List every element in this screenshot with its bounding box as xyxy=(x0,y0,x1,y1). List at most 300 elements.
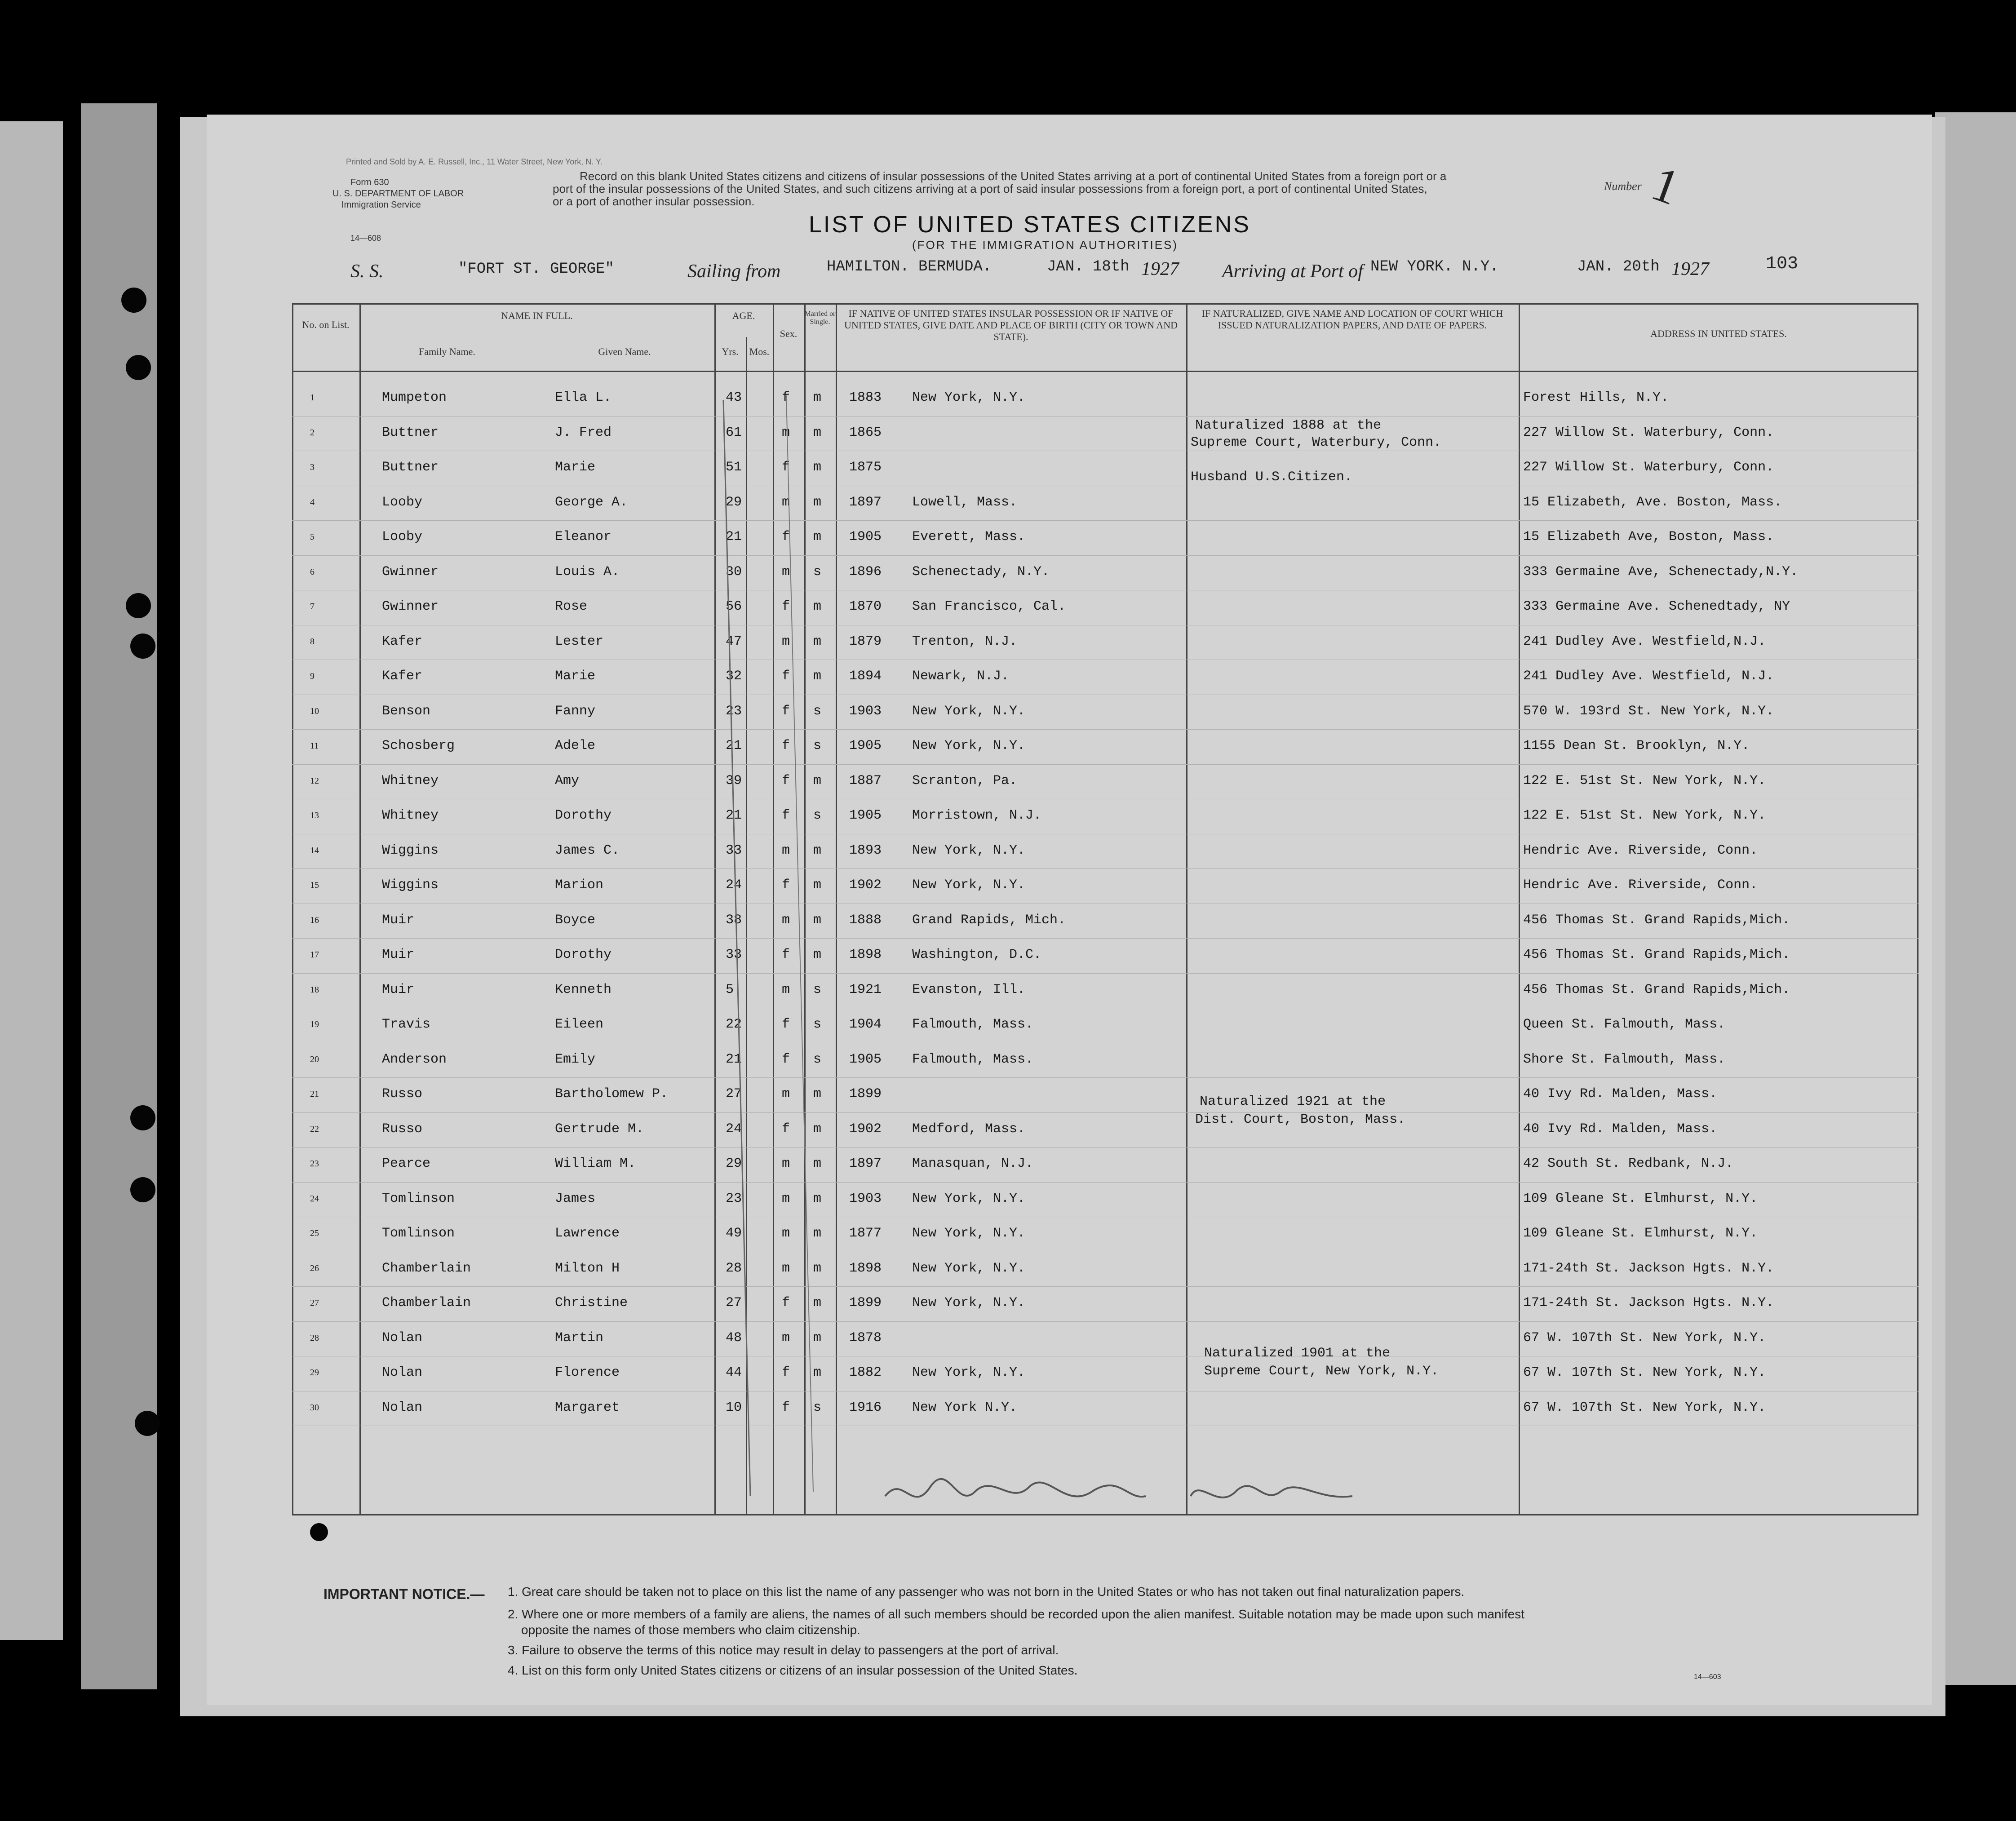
marital-status: m xyxy=(813,1365,822,1380)
col-header-yrs: Yrs. xyxy=(722,346,739,357)
table-row xyxy=(292,974,1829,1009)
table-row xyxy=(292,904,1829,939)
birth-year: 1870 xyxy=(849,599,882,614)
given-name: Lester xyxy=(555,634,604,649)
family-name: Wiggins xyxy=(382,877,439,893)
birth-year: 1882 xyxy=(849,1365,882,1380)
depart-year: 1927 xyxy=(1141,259,1179,279)
table-row xyxy=(292,939,1829,974)
marital-status: m xyxy=(813,1226,822,1241)
marital-status: m xyxy=(813,529,822,545)
given-name: Emily xyxy=(555,1051,596,1067)
row-number: 1 xyxy=(310,393,315,403)
sex: f xyxy=(782,808,790,823)
marital-status: m xyxy=(813,1295,822,1311)
sex: m xyxy=(782,1156,790,1171)
given-name: Marie xyxy=(555,460,596,475)
us-address: 40 Ivy Rd. Malden, Mass. xyxy=(1523,1121,1718,1137)
family-name: Russo xyxy=(382,1121,423,1137)
age-years: 32 xyxy=(726,669,742,684)
birth-year: 1894 xyxy=(849,669,882,684)
birth-place: New York, N.Y. xyxy=(912,1295,1026,1311)
row-rule xyxy=(292,938,1919,939)
birth-year: 1903 xyxy=(849,703,882,719)
us-address: 171-24th St. Jackson Hgts. N.Y. xyxy=(1523,1260,1774,1276)
marital-status: s xyxy=(813,703,822,719)
sex: f xyxy=(782,529,790,545)
background-page-right-edge xyxy=(1935,112,2016,1685)
table-row xyxy=(292,696,1829,730)
birth-place: New York, N.Y. xyxy=(912,842,1026,858)
row-number: 11 xyxy=(310,741,319,751)
birth-place: Schenectady, N.Y. xyxy=(912,564,1050,580)
birth-place: New York, N.Y. xyxy=(912,703,1026,719)
instruction-line-3: or a port of another insular possession. xyxy=(553,195,755,208)
row-rule xyxy=(292,555,1919,556)
row-number: 10 xyxy=(310,706,319,716)
sex: m xyxy=(782,425,790,440)
marital-status: s xyxy=(813,564,822,580)
us-address: Hendric Ave. Riverside, Conn. xyxy=(1523,877,1758,893)
form-title: LIST OF UNITED STATES CITIZENS xyxy=(809,212,1251,238)
sex: m xyxy=(782,634,790,649)
punch-hole xyxy=(135,1411,160,1436)
age-years: 22 xyxy=(726,1017,742,1032)
given-name: Gertrude M. xyxy=(555,1121,644,1137)
row-number: 6 xyxy=(310,567,315,577)
background-page-strip xyxy=(81,103,157,1689)
marital-status: m xyxy=(813,390,822,405)
row-rule xyxy=(292,973,1919,974)
col-header-mos: Mos. xyxy=(749,346,770,357)
row-rule xyxy=(292,1182,1919,1183)
age-years: 33 xyxy=(726,947,742,962)
marital-status: m xyxy=(813,1330,822,1346)
family-name: Buttner xyxy=(382,460,439,475)
given-name: Margaret xyxy=(555,1400,620,1415)
department: U. S. DEPARTMENT OF LABOR xyxy=(332,189,464,199)
us-address: 570 W. 193rd St. New York, N.Y. xyxy=(1523,703,1774,719)
row-number: 13 xyxy=(310,811,319,820)
us-address: 333 Germaine Ave. Schenedtady, NY xyxy=(1523,599,1790,614)
marital-status: s xyxy=(813,738,822,753)
birth-place: Morristown, N.J. xyxy=(912,808,1042,823)
us-address: 456 Thomas St. Grand Rapids,Mich. xyxy=(1523,982,1790,997)
family-name: Whitney xyxy=(382,773,439,789)
row-number: 24 xyxy=(310,1193,319,1204)
table-row xyxy=(292,1357,1829,1391)
depart-date: JAN. 18th xyxy=(1047,258,1130,275)
family-name: Chamberlain xyxy=(382,1295,471,1311)
marital-status: s xyxy=(813,1051,822,1067)
number-label: Number xyxy=(1604,180,1642,193)
form-code: 14—608 xyxy=(350,234,381,243)
ship-name: "FORT ST. GEORGE" xyxy=(458,261,614,278)
number-value: 1 xyxy=(1644,155,1687,216)
given-name: J. Fred xyxy=(555,425,612,440)
birth-place: New York, N.Y. xyxy=(912,390,1026,405)
row-number: 20 xyxy=(310,1054,319,1064)
table-row xyxy=(292,1148,1829,1183)
instruction-line-2: port of the insular possessions of the United States, and such citizens arriving at a port of said insular possessions from a foreign port, a port of continental United States, xyxy=(553,182,1427,195)
marital-status: m xyxy=(813,1156,822,1171)
age-years: 27 xyxy=(726,1295,742,1311)
family-name: Nolan xyxy=(382,1365,423,1380)
us-address: 122 E. 51st St. New York, N.Y. xyxy=(1523,773,1766,789)
us-address: 1155 Dean St. Brooklyn, N.Y. xyxy=(1523,738,1750,753)
birth-year: 1898 xyxy=(849,1260,882,1276)
row-rule xyxy=(292,1321,1919,1322)
us-address: 227 Willow St. Waterbury, Conn. xyxy=(1523,460,1774,475)
table-row xyxy=(292,1287,1829,1322)
naturalization-note: Naturalized 1901 at the xyxy=(1204,1346,1391,1361)
family-name: Travis xyxy=(382,1017,431,1032)
notice-item-4: 4. List on this form only United States citizens or citizens of an insular possession of the United States. xyxy=(508,1663,1078,1677)
row-rule xyxy=(292,1286,1919,1287)
table-row xyxy=(292,521,1829,556)
us-address: 67 W. 107th St. New York, N.Y. xyxy=(1523,1365,1766,1380)
marital-status: m xyxy=(813,1086,822,1102)
sex: f xyxy=(782,669,790,684)
sex: m xyxy=(782,1226,790,1241)
row-number: 15 xyxy=(310,880,319,890)
sex: f xyxy=(782,1017,790,1032)
birth-place: Everett, Mass. xyxy=(912,529,1026,545)
table-row xyxy=(292,1322,1829,1357)
birth-year: 1897 xyxy=(849,1156,882,1171)
sex: f xyxy=(782,390,790,405)
age-years: 51 xyxy=(726,460,742,475)
us-address: 15 Elizabeth Ave, Boston, Mass. xyxy=(1523,529,1774,545)
birth-place: Trenton, N.J. xyxy=(912,634,1018,649)
birth-year: 1921 xyxy=(849,982,882,997)
family-name: Looby xyxy=(382,529,423,545)
table-row xyxy=(292,1183,1829,1218)
age-years: 24 xyxy=(726,877,742,893)
us-address: Shore St. Falmouth, Mass. xyxy=(1523,1051,1726,1067)
table-row xyxy=(292,1044,1829,1078)
notice-item-1: 1. Great care should be taken not to place on this list the name of any passenger who was not born in the United States or who has not taken out final naturalization papers. xyxy=(508,1585,1465,1599)
birth-year: 1905 xyxy=(849,808,882,823)
family-name: Wiggins xyxy=(382,842,439,858)
row-number: 17 xyxy=(310,950,319,960)
marital-status: s xyxy=(813,808,822,823)
birth-place: New York, N.Y. xyxy=(912,1191,1026,1206)
marital-status: m xyxy=(813,842,822,858)
us-address: 333 Germaine Ave, Schenectady,N.Y. xyxy=(1523,564,1799,580)
birth-year: 1904 xyxy=(849,1017,882,1032)
marital-status: m xyxy=(813,634,822,649)
row-number: 18 xyxy=(310,984,319,995)
given-name: Rose xyxy=(555,599,588,614)
col-header-given: Given Name. xyxy=(598,346,651,357)
family-name: Looby xyxy=(382,494,423,510)
instruction-line-1: Record on this blank United States citizens and citizens of insular possessions of the United States arriving at a port of continental United States from a foreign port or a xyxy=(580,169,1447,183)
birth-year: 1905 xyxy=(849,738,882,753)
notice-item-2: 2. Where one or more members of a family are aliens, the names of all such members should be recorded upon the alien manifest. Suitable notation may be made upon such manifest xyxy=(508,1607,1524,1621)
marital-status: m xyxy=(813,912,822,928)
sex: f xyxy=(782,599,790,614)
col-header-family: Family Name. xyxy=(419,346,475,357)
marital-status: m xyxy=(813,669,822,684)
given-name: Kenneth xyxy=(555,982,612,997)
birth-place: Manasquan, N.J. xyxy=(912,1156,1034,1171)
arriving-port: NEW YORK. N.Y. xyxy=(1370,258,1499,275)
birth-year: 1878 xyxy=(849,1330,882,1346)
col-header-address: ADDRESS IN UNITED STATES. xyxy=(1650,328,1787,339)
age-years: 29 xyxy=(726,494,742,510)
table-row xyxy=(292,1392,1829,1427)
age-years: 5 xyxy=(726,982,734,997)
arrive-date: JAN. 20th xyxy=(1577,258,1660,275)
birth-place: New York, N.Y. xyxy=(912,1260,1026,1276)
marital-status: s xyxy=(813,982,822,997)
age-years: 21 xyxy=(726,808,742,823)
table-row xyxy=(292,1113,1829,1148)
row-number: 8 xyxy=(310,636,315,647)
birth-place: New York N.Y. xyxy=(912,1400,1018,1415)
sex: m xyxy=(782,494,790,510)
birth-year: 1916 xyxy=(849,1400,882,1415)
age-years: 61 xyxy=(726,425,742,440)
marital-status: s xyxy=(813,1017,822,1032)
marital-status: m xyxy=(813,773,822,789)
sex: m xyxy=(782,1260,790,1276)
given-name: Eleanor xyxy=(555,529,612,545)
age-years: 44 xyxy=(726,1365,742,1380)
row-number: 26 xyxy=(310,1263,319,1273)
marital-status: m xyxy=(813,494,822,510)
birth-place: Falmouth, Mass. xyxy=(912,1051,1034,1067)
table-row xyxy=(292,487,1829,521)
us-address: Forest Hills, N.Y. xyxy=(1523,390,1669,405)
row-number: 2 xyxy=(310,427,315,438)
age-years: 43 xyxy=(726,390,742,405)
given-name: Dorothy xyxy=(555,808,612,823)
family-name: Muir xyxy=(382,912,415,928)
birth-year: 1903 xyxy=(849,1191,882,1206)
birth-place: New York, N.Y. xyxy=(912,1226,1026,1241)
family-name: Tomlinson xyxy=(382,1191,455,1206)
row-rule xyxy=(292,1112,1919,1113)
table-row xyxy=(292,417,1829,452)
age-years: 30 xyxy=(726,564,742,580)
us-address: 67 W. 107th St. New York, N.Y. xyxy=(1523,1330,1766,1346)
check-marks xyxy=(696,382,921,1505)
birth-place: New York, N.Y. xyxy=(912,738,1026,753)
age-years: 48 xyxy=(726,1330,742,1346)
punch-hole xyxy=(130,1105,155,1130)
birth-place: Falmouth, Mass. xyxy=(912,1017,1034,1032)
sex: m xyxy=(782,564,790,580)
marital-status: m xyxy=(813,947,822,962)
given-name: Marie xyxy=(555,669,596,684)
us-address: Hendric Ave. Riverside, Conn. xyxy=(1523,842,1758,858)
marital-status: m xyxy=(813,599,822,614)
sex: f xyxy=(782,1400,790,1415)
ss-label: S. S. xyxy=(350,261,384,282)
given-name: Christine xyxy=(555,1295,628,1311)
table-top-rule xyxy=(292,303,1919,305)
table-row xyxy=(292,765,1829,800)
row-rule xyxy=(292,520,1919,521)
notice-code: 14—603 xyxy=(1694,1673,1721,1681)
punch-hole xyxy=(121,288,146,313)
row-rule xyxy=(292,1147,1919,1148)
us-address: 109 Gleane St. Elmhurst, N.Y. xyxy=(1523,1226,1758,1241)
us-address: 15 Elizabeth, Ave. Boston, Mass. xyxy=(1523,494,1782,510)
table-header-rule xyxy=(292,371,1919,372)
row-number: 19 xyxy=(310,1019,319,1029)
birth-year: 1888 xyxy=(849,912,882,928)
given-name: Dorothy xyxy=(555,947,612,962)
table-row xyxy=(292,556,1829,591)
row-number: 29 xyxy=(310,1368,319,1378)
given-name: Florence xyxy=(555,1365,620,1380)
age-years: 39 xyxy=(726,773,742,789)
sex: f xyxy=(782,1365,790,1380)
sex: f xyxy=(782,1051,790,1067)
age-years: 23 xyxy=(726,1191,742,1206)
us-address: 456 Thomas St. Grand Rapids,Mich. xyxy=(1523,912,1790,928)
given-name: George A. xyxy=(555,494,628,510)
us-address: 109 Gleane St. Elmhurst, N.Y. xyxy=(1523,1191,1758,1206)
family-name: Whitney xyxy=(382,808,439,823)
sex: m xyxy=(782,982,790,997)
col-header-name: NAME IN FULL. xyxy=(501,310,573,321)
table-row xyxy=(292,730,1829,765)
birth-place: Medford, Mass. xyxy=(912,1121,1026,1137)
table-row xyxy=(292,1253,1829,1287)
table-row xyxy=(292,835,1829,869)
family-name: Gwinner xyxy=(382,599,439,614)
form-subtitle: (FOR THE IMMIGRATION AUTHORITIES) xyxy=(912,238,1179,252)
col-header-line: No. on List. xyxy=(302,319,350,330)
row-rule xyxy=(292,729,1919,730)
family-name: Nolan xyxy=(382,1330,423,1346)
birth-place: Scranton, Pa. xyxy=(912,773,1018,789)
table-row xyxy=(292,452,1829,486)
family-name: Schosberg xyxy=(382,738,455,753)
birth-year: 1902 xyxy=(849,1121,882,1137)
family-name: Gwinner xyxy=(382,564,439,580)
birth-place: Evanston, Ill. xyxy=(912,982,1026,997)
family-name: Muir xyxy=(382,982,415,997)
row-number: 5 xyxy=(310,532,315,542)
birth-place: Newark, N.J. xyxy=(912,669,1010,684)
sailing-label: Sailing from xyxy=(687,261,781,282)
naturalization-note: Supreme Court, Waterbury, Conn. xyxy=(1191,435,1442,450)
birth-place: New York, N.Y. xyxy=(912,1365,1026,1380)
sex: f xyxy=(782,460,790,475)
given-name: Bartholomew P. xyxy=(555,1086,669,1102)
birth-year: 1875 xyxy=(849,460,882,475)
birth-year: 1879 xyxy=(849,634,882,649)
arriving-label: Arriving at Port of xyxy=(1222,261,1363,282)
sex: m xyxy=(782,842,790,858)
notice-heading: IMPORTANT NOTICE.— xyxy=(323,1586,485,1602)
table-row xyxy=(292,626,1829,660)
family-name: Muir xyxy=(382,947,415,962)
notice-item-2-cont: opposite the names of those members who claim citizenship. xyxy=(521,1623,860,1637)
printer-line: Printed and Sold by A. E. Russell, Inc., 11 Water Street, New York, N. Y. xyxy=(346,157,603,166)
row-rule xyxy=(292,868,1919,869)
marital-status: m xyxy=(813,1191,822,1206)
sex: f xyxy=(782,738,790,753)
sex: m xyxy=(782,1191,790,1206)
background-page-left-edge xyxy=(0,121,63,1640)
row-number: 12 xyxy=(310,775,319,786)
birth-year: 1902 xyxy=(849,877,882,893)
age-years: 27 xyxy=(726,1086,742,1102)
row-number: 9 xyxy=(310,671,315,681)
row-number: 27 xyxy=(310,1298,319,1308)
sex: f xyxy=(782,703,790,719)
birth-place: Lowell, Mass. xyxy=(912,494,1018,510)
age-years: 24 xyxy=(726,1121,742,1137)
family-name: Buttner xyxy=(382,425,439,440)
given-name: Marion xyxy=(555,877,604,893)
punch-hole xyxy=(130,1177,155,1202)
sex: f xyxy=(782,947,790,962)
sex: m xyxy=(782,1330,790,1346)
family-name: Russo xyxy=(382,1086,423,1102)
birth-place: San Francisco, Cal. xyxy=(912,599,1066,614)
us-address: 67 W. 107th St. New York, N.Y. xyxy=(1523,1400,1766,1415)
family-name: Nolan xyxy=(382,1400,423,1415)
sex: f xyxy=(782,877,790,893)
age-years: 21 xyxy=(726,738,742,753)
marital-status: m xyxy=(813,877,822,893)
row-number: 7 xyxy=(310,602,315,611)
us-address: 241 Dudley Ave. Westfield,N.J. xyxy=(1523,634,1766,649)
sex: f xyxy=(782,1121,790,1137)
table-row xyxy=(292,1009,1829,1043)
marital-status: m xyxy=(813,425,822,440)
given-name: Boyce xyxy=(555,912,596,928)
row-number: 30 xyxy=(310,1402,319,1413)
row-number: 16 xyxy=(310,915,319,925)
birth-year: 1893 xyxy=(849,842,882,858)
table-row xyxy=(292,1218,1829,1252)
family-name: Mumpeton xyxy=(382,390,447,405)
birth-year: 1883 xyxy=(849,390,882,405)
given-name: Milton H xyxy=(555,1260,620,1276)
age-years: 21 xyxy=(726,1051,742,1067)
row-number: 21 xyxy=(310,1089,319,1099)
table-row xyxy=(292,800,1829,834)
col-header-married: Married or Single. xyxy=(804,310,836,326)
table-row xyxy=(292,382,1829,416)
us-address: 122 E. 51st St. New York, N.Y. xyxy=(1523,808,1766,823)
naturalization-note: Supreme Court, New York, N.Y. xyxy=(1204,1364,1439,1379)
birth-year: 1887 xyxy=(849,773,882,789)
row-rule xyxy=(292,1077,1919,1078)
col-header-naturalized: IF NATURALIZED, GIVE NAME AND LOCATION OF COURT WHICH ISSUED NATURALIZATION PAPERS, AND DATE OF PAPERS. xyxy=(1201,308,1503,331)
sex: f xyxy=(782,1295,790,1311)
given-name: Fanny xyxy=(555,703,596,719)
sex: m xyxy=(782,912,790,928)
us-address: 171-24th St. Jackson Hgts. N.Y. xyxy=(1523,1295,1774,1311)
us-address: 227 Willow St. Waterbury, Conn. xyxy=(1523,425,1774,440)
passenger-table-body xyxy=(292,382,1919,1510)
marital-status: m xyxy=(813,1260,822,1276)
row-rule xyxy=(292,764,1919,765)
birth-year: 1899 xyxy=(849,1295,882,1311)
us-address: 241 Dudley Ave. Westfield, N.J. xyxy=(1523,669,1774,684)
age-years: 23 xyxy=(726,703,742,719)
marital-status: s xyxy=(813,1400,822,1415)
